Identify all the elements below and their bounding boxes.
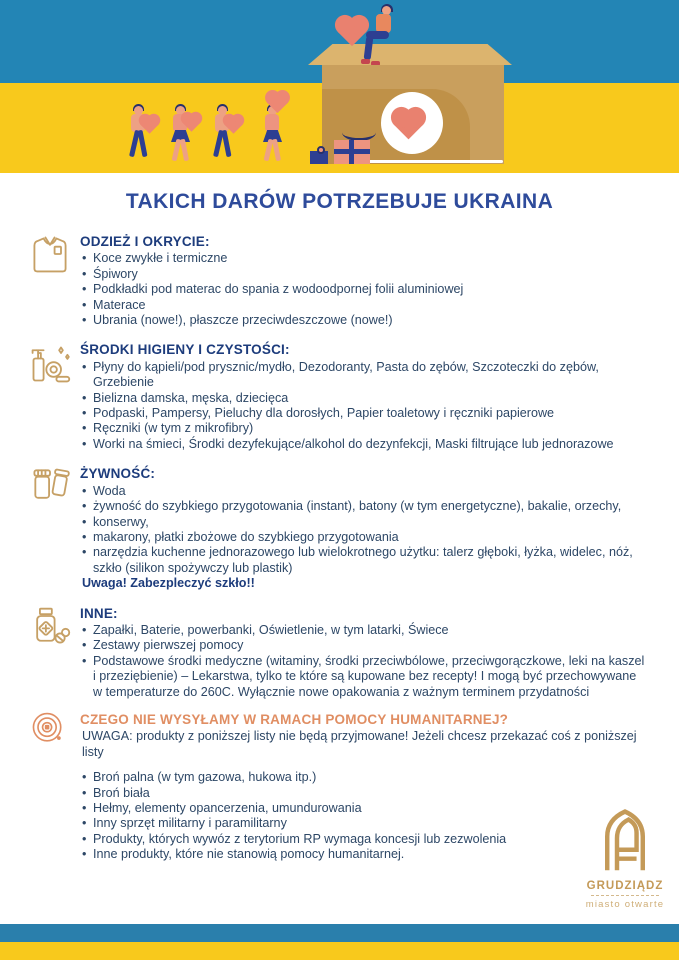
page-title: TAKICH DARÓW POTRZEBUJE UKRAINA — [125, 190, 554, 213]
person-illustration — [206, 106, 246, 164]
list-item: • Hełmy, elementy opancerzenia, umundurowania — [80, 801, 646, 816]
list-item: • Woda — [80, 484, 646, 499]
gift-bag-handle — [342, 124, 376, 141]
footer-blue-stripe — [0, 924, 679, 942]
medicine-icon — [28, 602, 72, 700]
logo-tagline: miasto otwarte — [585, 899, 665, 910]
toiletries-icon — [28, 338, 72, 452]
list-item: • Podstawowe środki medyczne (witaminy, środki przeciwbólowe, przeciwgorączkowe, leki na kaszel i przeziębienie) – Lekarstwa, tylko te które są kupowane bez recepty! I mogą być przechowywane w temperaturze do 260C. Wyłącznie nowe opakowania z ważnym terminem przydatności — [80, 654, 646, 700]
item-list — [80, 484, 646, 576]
list-item: • Broń biała — [80, 786, 646, 801]
tshirt-icon — [28, 230, 72, 328]
list-item: • Podpaski, Pampersy, Pieluchy dla dorosłych, Papier toaletowy i ręczniki papierowe — [80, 406, 646, 421]
glass-warning-note: Uwaga! Zabezpleczyć szkło!! — [82, 576, 255, 591]
list-item: • Inne produkty, które nie stanowią pomocy humanitarnej. — [80, 847, 646, 862]
section-heading: ŚRODKI HIGIENY I CZYSTOŚCI: — [80, 342, 290, 358]
section-heading: CZEGO NIE WYSYŁAMY W RAMACH POMOCY HUMANITARNEJ? — [80, 711, 509, 727]
list-item: • żywność do szybkiego przygotowania (instant), batony (w tym energetyczne), bakalie, orzechy, — [80, 499, 646, 514]
list-item: • narzędzia kuchenne jednorazowego lub wielokrotnego użytku: talerz głęboki, łyżka, widelec, nóż, szkło (silikon spożywczy lub plastik) — [80, 545, 646, 576]
section-heading: ODZIEŻ I OKRYCIE: — [80, 234, 210, 249]
header-illustration — [0, 0, 679, 173]
list-item: • Zapałki, Baterie, powerbanki, Oświetlenie, w tym latarki, Świece — [80, 623, 646, 638]
city-gate-icon — [598, 808, 652, 872]
gift-box-icon — [310, 151, 328, 164]
person-illustration — [164, 106, 204, 164]
item-list — [80, 360, 646, 452]
food-jar-icon — [28, 462, 72, 591]
prohibited-icon — [28, 708, 72, 863]
list-item: • Materace — [80, 298, 646, 313]
item-list — [80, 251, 646, 328]
list-item: • Ręczniki (w tym z mikrofibry) — [80, 421, 646, 436]
item-list — [80, 623, 646, 700]
gift-box-icon — [334, 140, 370, 164]
person-illustration — [256, 106, 296, 164]
list-item: • Produkty, których wywóz z terytorium RP wymaga koncesji lub zezwolenia — [80, 832, 646, 847]
list-item: • Worki na śmieci, Środki dezyfekujące/alkohol do dezynfekcji, Maski filtrujące lub jednorazowe — [80, 437, 646, 452]
sitting-person-illustration — [336, 6, 416, 70]
section-heading: ŻYWNOŚĆ: — [80, 466, 156, 482]
list-item: • konserwy, — [80, 515, 646, 530]
list-item: • Broń palna (w tym gazowa, hukowa itp.) — [80, 770, 646, 785]
warning-intro: UWAGA: produkty z poniższej listy nie będą przyjmowane! Jeżeli chcesz przekazać coś z poniższej listy — [82, 729, 637, 759]
item-list — [80, 770, 646, 862]
list-item: • Inny sprzęt militarny i paramilitarny — [80, 816, 646, 831]
section-hygiene — [28, 342, 651, 452]
sections-container — [28, 234, 651, 873]
list-item: • Śpiwory — [80, 267, 646, 282]
logo-divider — [591, 895, 659, 896]
logo-city-name: GRUDZIĄDZ — [586, 880, 664, 892]
section-food — [28, 466, 651, 591]
heart-icon — [338, 18, 366, 46]
person-illustration — [122, 106, 162, 164]
list-item: • makarony, płatki zbożowe do szybkiego przygotowania — [80, 530, 646, 545]
section-clothing — [28, 234, 651, 328]
grudziadz-logo — [583, 808, 667, 910]
section-heading: INNE: — [80, 605, 118, 621]
list-item: • Bielizna damska, męska, dziecięca — [80, 391, 646, 406]
list-item: • Zestawy pierwszej pomocy — [80, 638, 646, 653]
list-item: • Ubrania (nowe!), płaszcze przeciwdeszczowe (nowe!) — [80, 313, 646, 328]
list-item: • Płyny do kąpieli/pod prysznic/mydło, Dezodoranty, Pasta do zębów, Szczoteczki do zębów, Grzebienie — [80, 360, 646, 391]
list-item: • Koce zwykłe i termiczne — [80, 251, 646, 266]
section-other — [28, 606, 651, 700]
section-not-accepted — [28, 712, 651, 863]
list-item: • Podkładki pod materac do spania z wodoodpornej folii aluminiowej — [80, 282, 646, 297]
footer-yellow-stripe — [0, 942, 679, 960]
